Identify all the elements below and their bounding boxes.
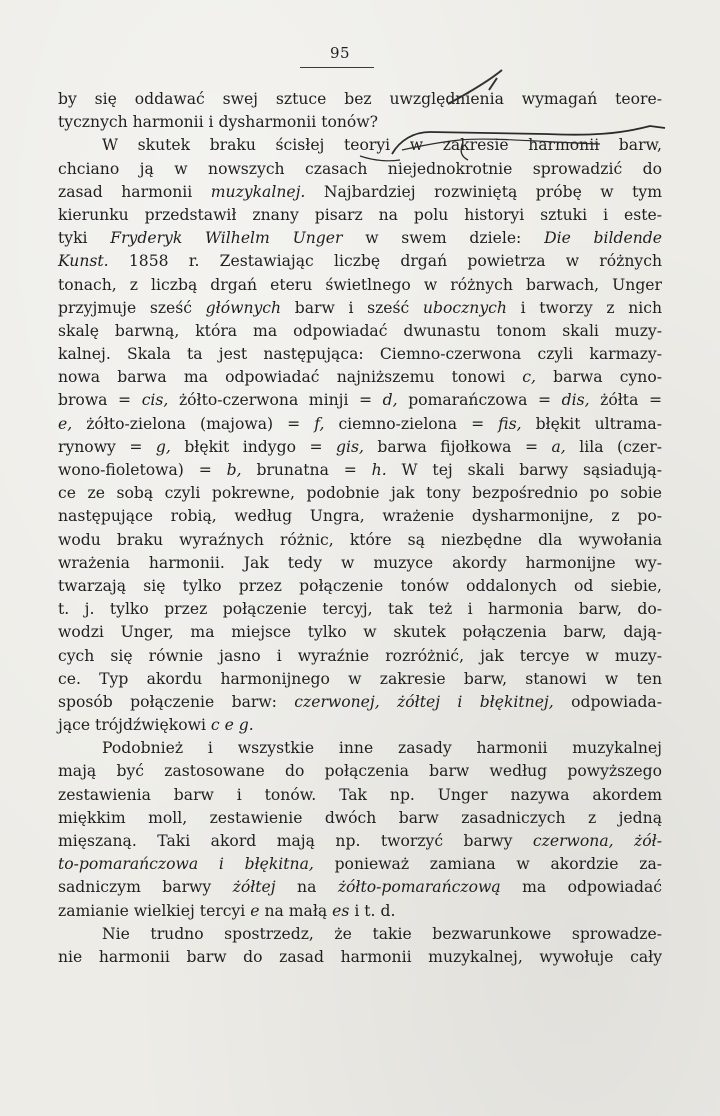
text-run: na bbox=[275, 878, 338, 897]
text-run: przyjmuje sześć bbox=[58, 298, 206, 317]
text-run: barwa cyno- bbox=[535, 368, 662, 387]
text-line bbox=[58, 760, 662, 783]
text-run: tyki bbox=[58, 229, 111, 248]
italic-run: a, bbox=[551, 437, 566, 456]
italic-run: czerwonej, żółtej i błękitnej, bbox=[294, 692, 554, 711]
text-run: zestawienia barw i tonów. Tak np. Unger nazywa akordem bbox=[58, 785, 662, 804]
text-run: jące trójdźwiękowi bbox=[58, 716, 211, 735]
text-run: skalę barwną, która ma odpowiadać dwunastu tonom skali muzy- bbox=[58, 321, 662, 340]
italic-run: b, bbox=[226, 461, 242, 479]
italic-run: e, bbox=[58, 414, 73, 433]
text-run: w swem dziele: bbox=[342, 229, 545, 248]
text-run: odpowiada- bbox=[553, 692, 662, 711]
italic-run: cis, bbox=[141, 391, 169, 410]
italic-run: ubocznych bbox=[422, 298, 507, 317]
text-run: mają być zastosowane do połączenia barw według powyższego bbox=[58, 762, 662, 781]
text-run: zamianie wielkiej tercyi bbox=[58, 901, 251, 920]
text-line bbox=[58, 459, 662, 482]
italic-run: fis, bbox=[498, 414, 522, 433]
text-line bbox=[58, 343, 662, 366]
text-run: błękit indygo = bbox=[170, 437, 337, 456]
text-line bbox=[58, 250, 662, 273]
text-line bbox=[58, 274, 662, 297]
text-run: sadniczym barwy bbox=[58, 878, 233, 897]
text-line bbox=[58, 204, 662, 227]
text-run: kalnej. Skala ta jest następująca: Ciemno-czerwona czyli karmazy- bbox=[58, 345, 662, 364]
text-run: tycznych harmonii i dysharmonii tonów? bbox=[58, 113, 379, 132]
italic-run: czerwona, żół- bbox=[532, 832, 662, 850]
text-run: wono-fioletowa) = bbox=[58, 461, 227, 479]
italic-run: g, bbox=[155, 437, 171, 456]
text-run: Najbardziej rozwiniętą próbę w tym bbox=[305, 182, 662, 201]
text-line bbox=[58, 297, 662, 320]
text-line bbox=[58, 900, 662, 923]
text-line bbox=[58, 575, 662, 598]
italic-run: muzykalnej. bbox=[210, 182, 306, 201]
text-line bbox=[58, 413, 662, 436]
text-run: pomarańczowa = bbox=[397, 391, 562, 410]
text-line bbox=[58, 389, 662, 412]
text-line bbox=[58, 505, 662, 528]
text-line bbox=[58, 691, 662, 714]
text-run: mięszaną. Taki akord mają np. tworzyć barwy bbox=[58, 832, 533, 850]
text-line bbox=[58, 227, 662, 250]
text-run: Nie trudno spostrzedz, że takie bezwarunkowe sprowadze- bbox=[102, 924, 662, 943]
text-line bbox=[58, 552, 662, 575]
text-line bbox=[58, 946, 662, 969]
italic-run: Kunst. bbox=[58, 252, 109, 271]
text-run: ce. Typ akordu harmonijnego w zakresie barw, stanowi w ten bbox=[58, 669, 662, 688]
text-line bbox=[58, 134, 662, 157]
italic-run: głównych bbox=[205, 298, 282, 317]
italic-run: to-pomarańczowa i błękitna, bbox=[58, 855, 314, 874]
text-run: Podobnież i wszystkie inne zasady harmonii muzykalnej bbox=[102, 739, 662, 758]
italic-run: d, bbox=[382, 391, 398, 410]
text-run: barw i sześć bbox=[281, 298, 423, 317]
text-run: rynowy = bbox=[58, 437, 156, 456]
text-run: na małą bbox=[259, 901, 333, 920]
text-run: wodzi Unger, ma miejsce tylko w skutek połączenia barw, dają- bbox=[58, 623, 662, 642]
text-run: tonach, z liczbą drgań eteru świetlnego w różnych barwach, Unger bbox=[58, 275, 662, 294]
text-run: błękit ultrama- bbox=[521, 414, 662, 433]
italic-run: c, bbox=[522, 368, 536, 387]
text-run: ce ze sobą czyli pokrewne, podobnie jak tony bezpośrednio po sobie bbox=[58, 484, 662, 503]
italic-run: e bbox=[250, 901, 260, 920]
text-line bbox=[58, 158, 662, 181]
italic-run: es bbox=[332, 901, 350, 920]
text-run: kierunku przedstawił znany pisarz na polu historyi sztuki i este- bbox=[58, 205, 662, 224]
text-run: żółta = bbox=[589, 391, 663, 410]
text-run: wodu braku wyraźnych różnic, które są niezbędne dla wywołania bbox=[58, 530, 662, 549]
text-run: chciano ją w nowszych czasach niejednokrotnie sprowadzić do bbox=[58, 159, 662, 178]
text-run: barwa fijołkowa = bbox=[363, 437, 552, 456]
text-line bbox=[58, 876, 662, 899]
text-run: nie harmonii barw do zasad harmonii muzykalnej, wywołuje cały bbox=[58, 947, 662, 966]
text-line bbox=[58, 830, 662, 853]
text-line bbox=[58, 88, 662, 111]
italic-run: h. bbox=[371, 461, 387, 479]
text-line bbox=[58, 737, 662, 760]
italic-run: żółtej bbox=[232, 878, 276, 897]
text-run: W skutek braku ścisłej teoryi w zakresie harmonii barw, bbox=[102, 136, 662, 155]
text-line bbox=[58, 784, 662, 807]
page-number-rule bbox=[300, 67, 374, 68]
text-run: browa = bbox=[58, 391, 142, 410]
text-run: wrażenia harmonii. Jak tedy w muzyce akordy harmonijne wy- bbox=[58, 553, 662, 572]
text-run: by się oddawać swej sztuce bez uwzględnienia wymagań teore- bbox=[58, 90, 662, 108]
text-run: ciemno-zielona = bbox=[324, 414, 499, 433]
text-run: ma odpowiadać bbox=[500, 878, 662, 897]
text-run: i tworzy z nich bbox=[506, 298, 662, 317]
text-line bbox=[58, 668, 662, 691]
text-line bbox=[58, 181, 662, 204]
text-run: sposób połączenie barw: bbox=[58, 692, 295, 711]
text-run: miękkim moll, zestawienie dwóch barw zasadniczych z jedną bbox=[58, 808, 662, 827]
text-run: żółto-czerwona minji = bbox=[168, 391, 383, 410]
italic-run: f, bbox=[314, 414, 325, 433]
text-run: twarzają się tylko przez połączenie tonów oddalonych od siebie, bbox=[58, 576, 662, 595]
text-line bbox=[58, 482, 662, 505]
italic-run: gis, bbox=[336, 437, 364, 456]
text-line bbox=[58, 853, 662, 876]
text-line bbox=[58, 923, 662, 946]
page-number: 95 bbox=[329, 44, 351, 62]
text-run: i t. d. bbox=[349, 901, 396, 920]
italic-run: Die bildende bbox=[544, 229, 662, 248]
text-line bbox=[58, 111, 398, 134]
text-run: nowa barwa ma odpowiadać najniższemu tonowi bbox=[58, 368, 523, 387]
text-line bbox=[58, 598, 662, 621]
text-line bbox=[58, 714, 398, 737]
text-run: następujące robią, według Ungra, wrażenie dysharmonijne, z po- bbox=[58, 507, 662, 526]
text-line bbox=[58, 621, 662, 644]
italic-run: Fryderyk Wilhelm Unger bbox=[110, 229, 343, 248]
text-line bbox=[58, 436, 662, 459]
text-line bbox=[58, 529, 662, 552]
italic-run: żółto-pomarańczową bbox=[337, 878, 501, 897]
text-run: brunatna = bbox=[241, 461, 372, 479]
text-run: zasad harmonii bbox=[58, 182, 211, 201]
text-run: cych się równie jasno i wyraźnie rozróżnić, jak tercye w muzy- bbox=[58, 646, 662, 665]
text-line bbox=[58, 320, 662, 343]
text-run: ponieważ zamiana w akordzie za- bbox=[313, 855, 663, 874]
text-run: t. j. tylko przez połączenie tercyj, tak też i harmonia barw, do- bbox=[58, 600, 662, 619]
text-run: żółto-zielona (majowa) = bbox=[72, 414, 315, 433]
italic-run: c e g. bbox=[210, 716, 254, 735]
text-line bbox=[58, 645, 662, 668]
text-run: 1858 r. Zestawiając liczbę drgań powietrza w różnych bbox=[108, 252, 662, 271]
italic-run: dis, bbox=[561, 391, 590, 410]
text-run: W tej skali barwy sąsiadują- bbox=[386, 461, 662, 479]
body-text bbox=[58, 88, 662, 969]
text-line bbox=[58, 366, 662, 389]
text-line bbox=[58, 807, 662, 830]
text-run: lila (czer- bbox=[565, 437, 662, 456]
